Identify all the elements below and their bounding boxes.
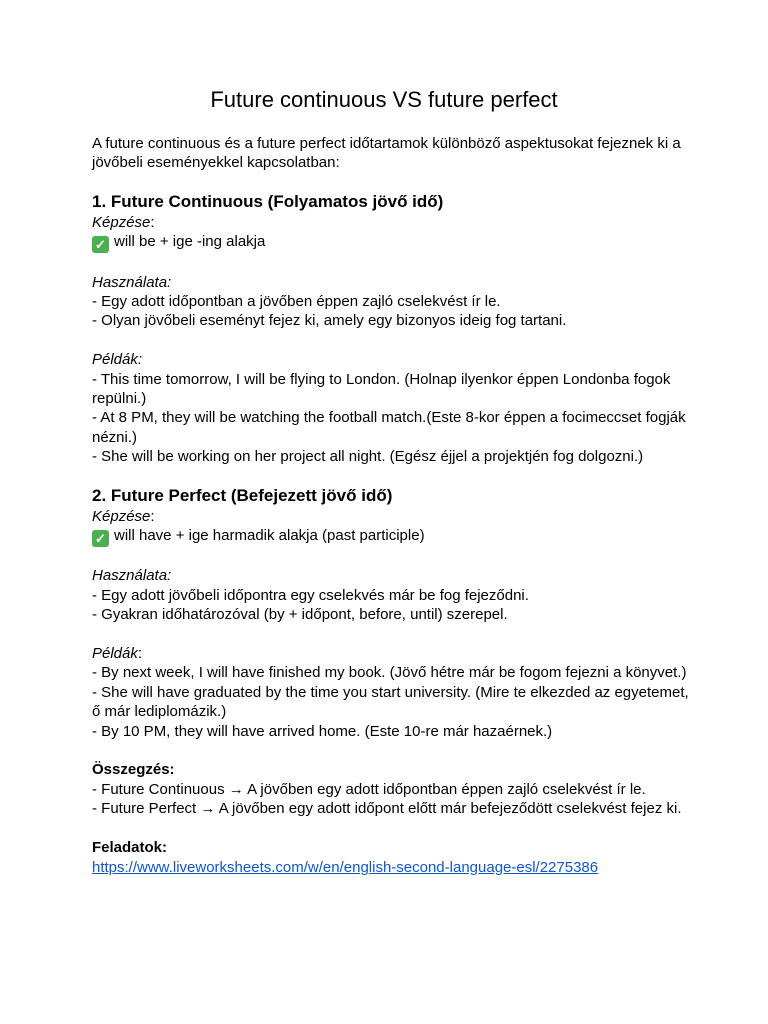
section2-formation-label-line	[92, 507, 692, 526]
section1-formation-label-line	[92, 213, 692, 232]
section2-usage-line: - Gyakran időhatározóval (by + időpont, before, until) szerepel.	[92, 606, 508, 624]
summary-line: - Future Continuous → A jövőben egy adott időpontban éppen zajló cselekvést ír le.	[92, 780, 646, 798]
section2-heading: 2. Future Perfect (Befejezett jövő idő)	[92, 485, 393, 505]
summary-line: - Future Perfect → A jövőben egy adott időpont előtt már befejeződött cselekvést fejez ki.	[92, 800, 682, 818]
section1-formation-text: will be + ige -ing alakja	[114, 233, 266, 251]
document-body	[92, 134, 692, 877]
tasks-label: Feladatok:	[92, 839, 168, 857]
section1-formation-colon: :	[150, 213, 155, 231]
section2-formation-text: will have + ige harmadik alakja (past participle)	[114, 527, 425, 545]
section2-examples-label: Példák	[92, 645, 138, 663]
section1-formation-label: Képzése	[92, 213, 151, 231]
section1-usage-line: - Egy adott időpontban a jövőben éppen zajló cselekvést ír le.	[92, 293, 501, 311]
page-title: Future continuous VS future perfect	[210, 87, 558, 112]
summary-label: Összegzés:	[92, 761, 175, 779]
section2-usage-label: Használata:	[92, 567, 172, 585]
section1-examples-label: Példák:	[92, 351, 143, 369]
section1-example: - She will be working on her project all night. (Egész éjjel a projektjén fog dolgozni.)	[92, 448, 644, 466]
section2-example: - She will have graduated by the time you start university. (Mire te elkezded az egyetemet, ő már lediplomázik.)	[92, 683, 689, 721]
section1-usage-line: - Olyan jövőbeli eseményt fejez ki, amely egy bizonyos ideig fog tartani.	[92, 312, 567, 330]
section1-example: - This time tomorrow, I will be flying to London. (Holnap ilyenkor éppen Londonba fogok repülni.)	[92, 370, 671, 408]
section2-example: - By 10 PM, they will have arrived home. (Este 10-re már hazaérnek.)	[92, 722, 553, 740]
section1-formation	[92, 232, 692, 253]
section1-example: - At 8 PM, they will be watching the football match.(Este 8-kor éppen a focimeccset fogják nézni.)	[92, 409, 686, 446]
section2-formation	[92, 526, 692, 547]
intro-paragraph: A future continuous és a future perfect időtartamok különböző aspektusokat fejeznek ki a jövőbeli eseményekkel kapcsolatban:	[92, 135, 681, 172]
tasks-link[interactable]: https://www.liveworksheets.com/w/en/english-second-language-esl/2275386	[92, 858, 599, 876]
section2-usage-line: - Egy adott jövőbeli időpontra egy cselekvés már be fog fejeződni.	[92, 586, 529, 604]
section2-examples-label-line	[92, 644, 692, 663]
section2-formation-colon: :	[150, 507, 155, 525]
section2-example: - By next week, I will have finished my book. (Jövő hétre már be fogom fejezni a könyvet.)	[92, 664, 687, 682]
tasks-link-line	[92, 858, 692, 877]
section2-formation-label: Képzése	[92, 507, 151, 525]
check-icon: ✓	[92, 236, 109, 253]
section1-usage-label: Használata:	[92, 273, 172, 291]
section1-heading: 1. Future Continuous (Folyamatos jövő idő)	[92, 191, 444, 211]
section2-examples-colon: :	[137, 645, 143, 663]
check-icon: ✓	[92, 530, 109, 547]
